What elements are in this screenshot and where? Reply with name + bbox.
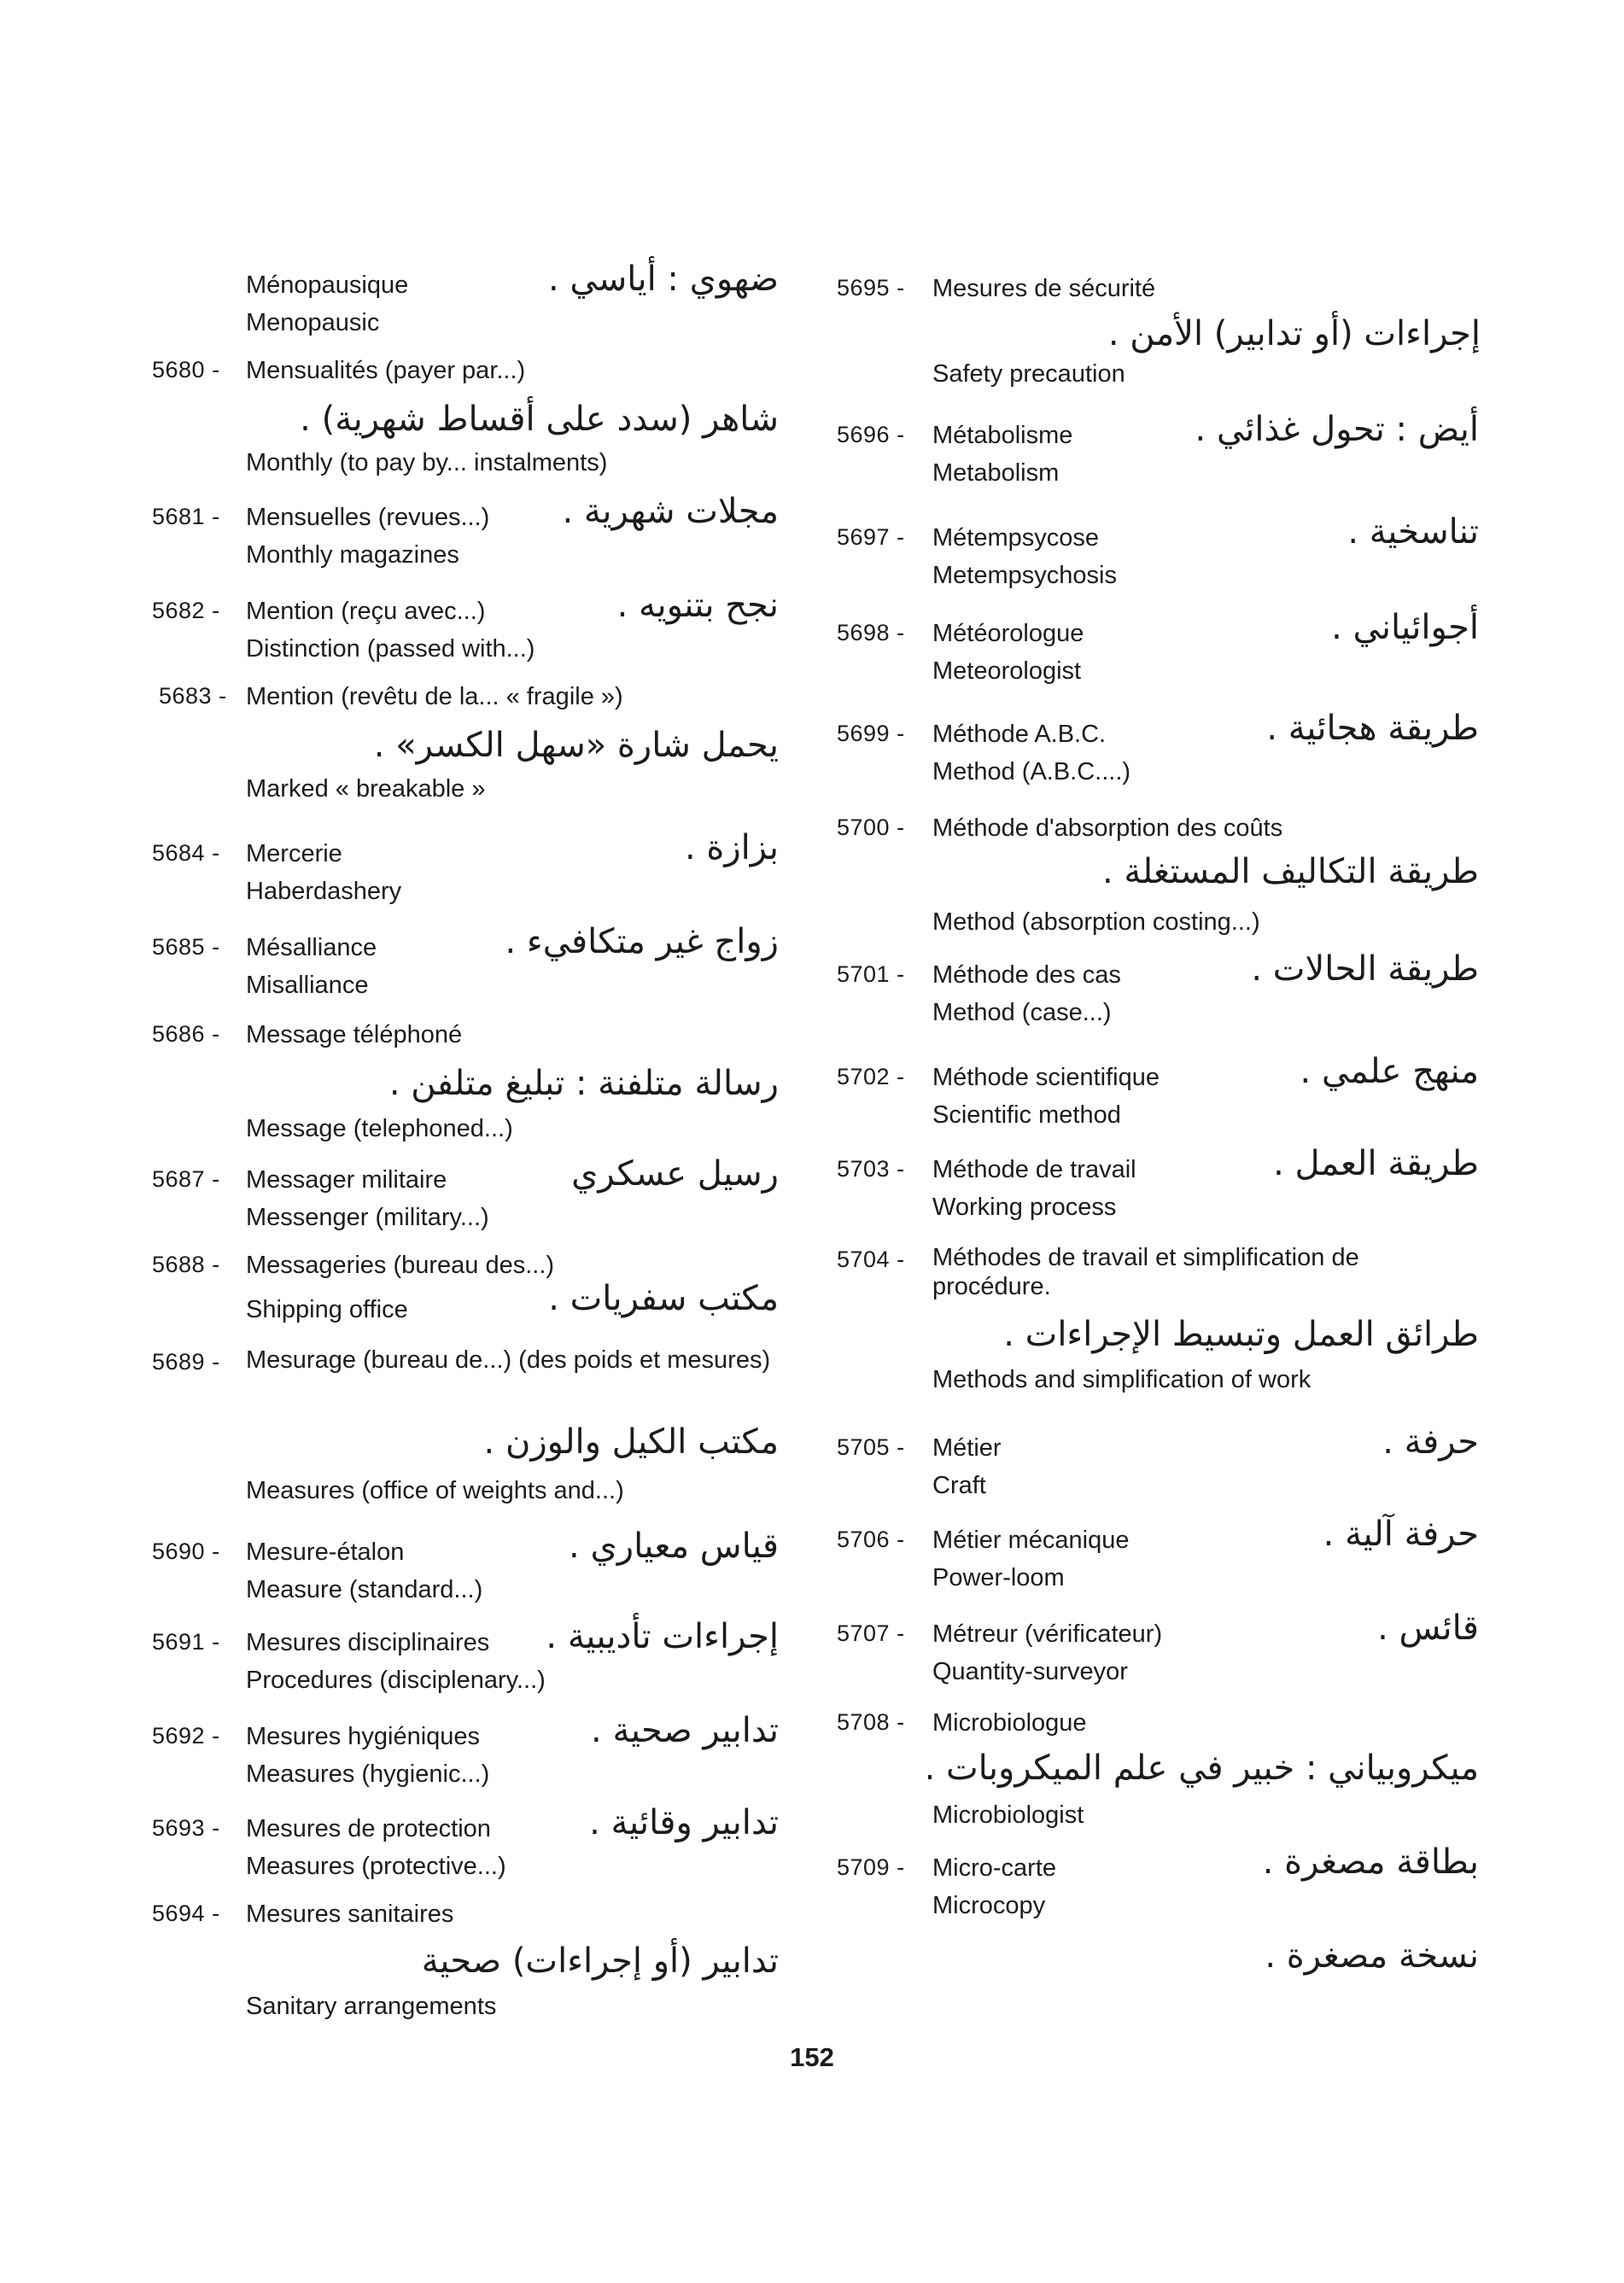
entry-number: 5696 - [837, 422, 905, 447]
english-translation: Messenger (military...) [246, 1204, 489, 1231]
entry-number: 5694 - [152, 1901, 220, 1926]
french-term: Méthode de travail [932, 1156, 1136, 1183]
english-translation: Metabolism [932, 459, 1060, 487]
french-term: Métier mécanique [932, 1527, 1130, 1554]
french-term: Méthode des cas [932, 961, 1121, 989]
french-term: Météorologue [932, 620, 1084, 647]
arabic-translation: طريقة التكاليف المستغلة . [1101, 852, 1479, 891]
french-term: Mercerie [246, 840, 342, 867]
arabic-translation: بطاقة مصغرة . [1262, 1842, 1479, 1882]
english-translation: Misalliance [246, 972, 369, 999]
french-term: Mésalliance [246, 934, 377, 961]
arabic-translation: طريقة هجائية . [1266, 709, 1479, 748]
entry-number: 5708 - [837, 1709, 905, 1735]
entry-number: 5701 - [837, 961, 905, 987]
arabic-translation: ميكروبياني : خبير في علم الميكروبات . [924, 1749, 1479, 1788]
arabic-translation: يحمل شارة «سهل الكسر» . [373, 726, 779, 765]
french-term: Mention (reçu avec...) [246, 598, 486, 625]
entry-number: 5684 - [152, 840, 220, 866]
entry-number: 5687 - [152, 1166, 220, 1192]
arabic-translation: طريقة الحالات . [1251, 949, 1479, 989]
arabic-translation: حرفة آلية . [1323, 1515, 1479, 1554]
english-translation: Method (absorption costing...) [932, 908, 1260, 936]
entry-number: 5680 - [152, 357, 220, 382]
entry-number: 5691 - [152, 1629, 220, 1655]
french-term: Mesures de sécurité [932, 275, 1156, 302]
english-translation: Menopausic [246, 309, 380, 336]
french-term: Mensuelles (revues...) [246, 504, 490, 531]
entry-number: 5706 - [837, 1527, 905, 1552]
english-translation: Measure (standard...) [246, 1576, 483, 1603]
entry-number: 5705 - [837, 1434, 905, 1460]
french-term: Mesure-étalon [246, 1539, 405, 1566]
entry-number: 5704 - [837, 1247, 905, 1272]
english-translation: Measures (protective...) [246, 1853, 506, 1880]
arabic-translation: حرفة . [1382, 1422, 1479, 1462]
entry-number: 5683 - [159, 683, 227, 709]
english-translation: Measures (hygienic...) [246, 1760, 490, 1788]
french-term: Mention (revêtu de la... « fragile ») [246, 683, 623, 710]
arabic-translation: رسيل عسكري [571, 1154, 779, 1194]
english-translation: Measures (office of weights and...) [246, 1477, 624, 1504]
entry-number: 5709 - [837, 1854, 905, 1880]
arabic-translation: زواج غير متكافيء . [505, 922, 779, 961]
english-translation: Methods and simplification of work [932, 1366, 1311, 1393]
french-term: Mesures sanitaires [246, 1901, 454, 1928]
entry-number: 5692 - [152, 1723, 220, 1749]
arabic-translation: تناسخية . [1347, 512, 1479, 552]
french-term: Messageries (bureau des...) [246, 1252, 555, 1279]
entry-number: 5688 - [152, 1252, 220, 1277]
english-translation: Distinction (passed with...) [246, 635, 535, 663]
english-translation: Method (case...) [932, 999, 1112, 1026]
english-translation: Method (A.B.C....) [932, 758, 1131, 785]
french-term: Mensualités (payer par...) [246, 357, 526, 384]
english-translation: Shipping office [246, 1296, 408, 1323]
english-translation: Quantity-surveyor [932, 1658, 1128, 1685]
french-term: Méthode scientifique [932, 1064, 1160, 1091]
entry-number: 5682 - [152, 598, 220, 623]
english-translation: Microcopy [932, 1892, 1046, 1919]
entry-number: 5693 - [152, 1815, 220, 1841]
arabic-translation: تدابير صحية . [591, 1711, 779, 1750]
french-term: Méthode d'absorption des coûts [932, 815, 1283, 842]
english-translation: Meteorologist [932, 657, 1082, 685]
english-translation: Microbiologist [932, 1801, 1084, 1829]
english-translation: Message (telephoned...) [246, 1115, 513, 1142]
arabic-translation: شاهر (سدد على أقساط شهرية) . [300, 400, 779, 439]
arabic-translation: بزازة . [684, 828, 779, 867]
french-term: Mesures de protection [246, 1815, 491, 1842]
entry-number: 5699 - [837, 721, 905, 746]
arabic-translation: مجلات شهرية . [562, 492, 779, 531]
french-term: Mesurage (bureau de...) (des poids et mesures) [246, 1346, 771, 1374]
english-translation: Sanitary arrangements [246, 1993, 497, 2020]
arabic-translation: أجوائياني . [1331, 608, 1479, 647]
arabic-translation: قائس . [1377, 1609, 1479, 1648]
french-term: Mesures disciplinaires [246, 1629, 490, 1656]
entry-number: 5689 - [152, 1349, 220, 1375]
entry-number: 5697 - [837, 524, 905, 550]
arabic-translation: رسالة متلفنة : تبليغ متلفن . [388, 1064, 779, 1103]
arabic-translation: تدابير وقائية . [589, 1803, 779, 1842]
french-term: Message téléphoné [246, 1021, 463, 1048]
arabic-translation: تدابير (أو إجراءات) صحية [421, 1941, 779, 1981]
entry-number: 5690 - [152, 1539, 220, 1564]
french-term: Méthodes de travail et simplification de procédure. [932, 1244, 1359, 1300]
arabic-translation: مكتب الكيل والوزن . [483, 1422, 779, 1462]
page-number: 152 [790, 2042, 834, 2072]
arabic-translation: إجراءات تأديبية . [546, 1617, 779, 1656]
english-translation: Metempsychosis [932, 562, 1117, 589]
french-term: Métreur (vérificateur) [932, 1620, 1163, 1648]
french-term: Ménopausique [246, 272, 409, 299]
entry-number: 5698 - [837, 620, 905, 645]
english-translation: Monthly (to pay by... instalments) [246, 449, 608, 476]
english-translation: Scientific method [932, 1101, 1121, 1129]
arabic-translation: قياس معياري . [569, 1527, 779, 1566]
french-term: Mesures hygiéniques [246, 1723, 481, 1750]
entry-number: 5686 - [152, 1021, 220, 1047]
entry-number: 5695 - [837, 275, 905, 301]
french-term: Messager militaire [246, 1166, 447, 1194]
french-term: Méthode A.B.C. [932, 721, 1107, 748]
english-translation: Haberdashery [246, 878, 402, 905]
english-translation: Safety precaution [932, 360, 1125, 388]
french-term: Micro-carte [932, 1854, 1057, 1882]
arabic-translation: مكتب سفريات . [548, 1279, 779, 1318]
french-term: Métempsycose [932, 524, 1100, 552]
arabic-translation: طريقة العمل . [1273, 1144, 1479, 1183]
english-translation: Marked « breakable » [246, 775, 486, 803]
entry-number: 5681 - [152, 504, 220, 529]
arabic-translation: طرائق العمل وتبسيط الإجراءات . [1003, 1315, 1479, 1354]
french-term: Microbiologue [932, 1709, 1087, 1737]
arabic-translation: أيض : تحول غذائي . [1195, 410, 1479, 449]
arabic-translation: منهج علمي . [1300, 1052, 1479, 1091]
english-translation: Procedures (disciplenary...) [246, 1667, 546, 1694]
entry-number: 5700 - [837, 815, 905, 840]
entry-number: 5685 - [152, 934, 220, 960]
entry-number: 5707 - [837, 1620, 905, 1646]
french-term: Métier [932, 1434, 1002, 1462]
arabic-translation: إجراءات (أو تدابير) الأمن . [1107, 314, 1481, 353]
english-translation: Power-loom [932, 1564, 1065, 1591]
english-translation: Monthly magazines [246, 541, 459, 569]
french-term: Métabolisme [932, 422, 1073, 449]
entry-number: 5703 - [837, 1156, 905, 1182]
arabic-translation: نسخة مصغرة . [1265, 1936, 1479, 1976]
arabic-translation: ضهوي : أياسي . [548, 260, 779, 299]
english-translation: Working process [932, 1194, 1117, 1221]
english-translation: Craft [932, 1472, 986, 1499]
entry-number: 5702 - [837, 1064, 905, 1089]
arabic-translation: نجح بتنويه . [616, 586, 779, 625]
